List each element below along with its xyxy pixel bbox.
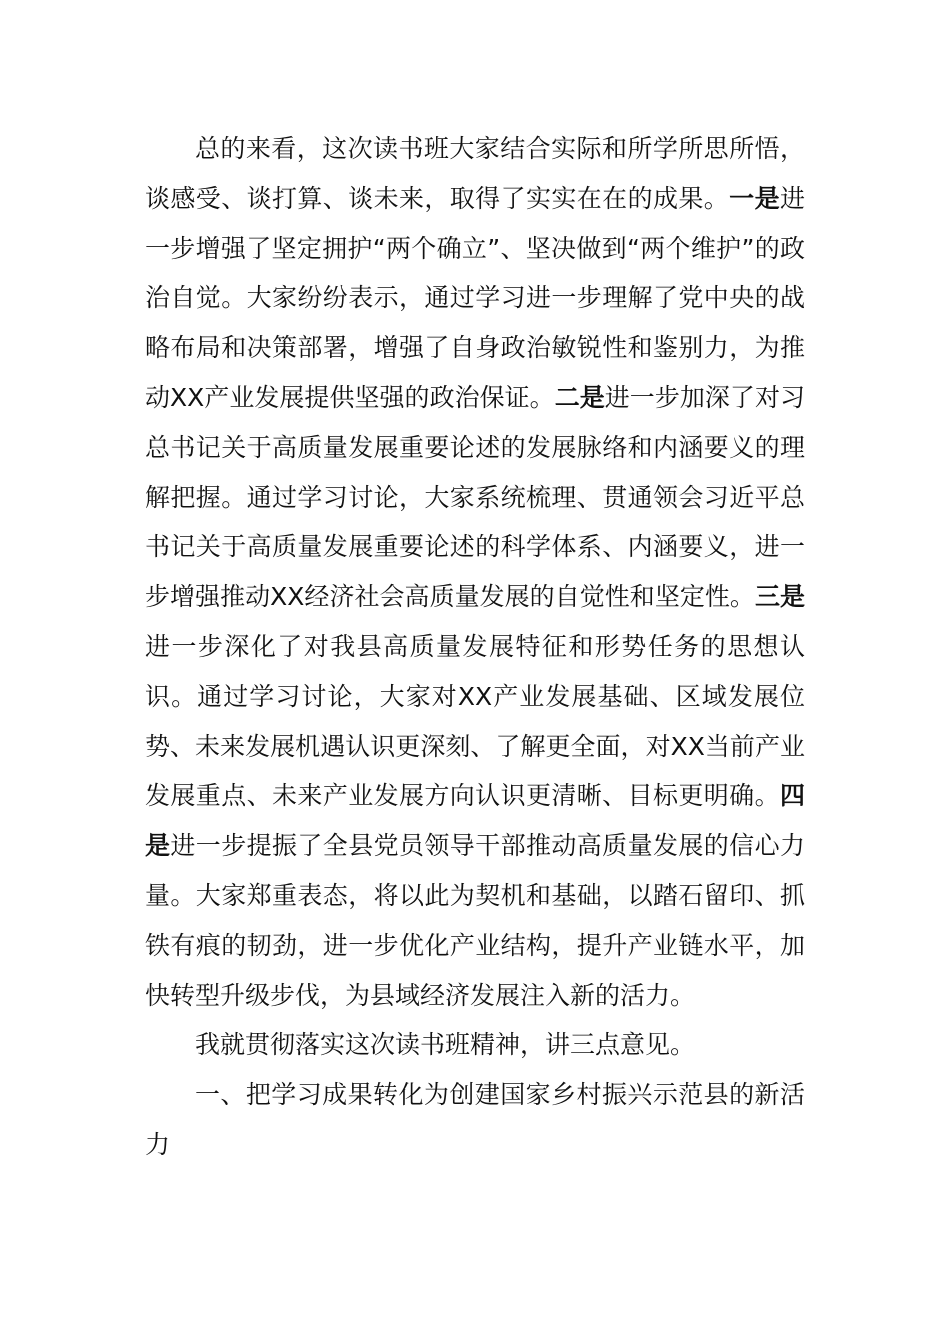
section-heading-1: 一、把学习成果转化为创建国家乡村振兴示范县的新活力 [145, 1080, 805, 1159]
point-3-keyword: 三是 [754, 582, 805, 612]
point-1-text: 进一步增强了坚定拥护“两个确立”、坚决做到“两个维护”的政治自觉。大家纷纷表示，通过学习进一步理解了党中央的战略布局和决策部署，增强了自身政治敏锐性和鉴别力，为推动XX产业发展提供坚强的政治保证。 [145, 183, 805, 412]
document-body [145, 124, 805, 1170]
summary-intro-text: 总的来看，这次读书班大家结合实际和所学所思所悟，谈感受、谈打算、谈未来，取得了实实在在的成果。 [145, 134, 805, 213]
point-3-text: 进一步深化了对我县高质量发展特征和形势任务的思想认识。通过学习讨论，大家对XX产业发展基础、区域发展位势、未来发展机遇认识更深刻、了解更全面，对XX当前产业发展重点、未来产业发展方向认识更清晰、目标更明确。 [145, 631, 805, 811]
transition-paragraph: 我就贯彻落实这次读书班精神，讲三点意见。 [195, 1030, 696, 1060]
point-4-text: 进一步提振了全县党员领导干部推动高质量发展的信心力量。大家郑重表态，将以此为契机和基础，以踏石留印、抓铁有痕的韧劲，进一步优化产业结构，提升产业链水平，加快转型升级步伐，为县域经济发展注入新的活力。 [145, 831, 805, 1010]
summary-paragraph [145, 124, 805, 1020]
point-2-keyword: 二是 [554, 382, 605, 412]
point-1-keyword: 一是 [729, 183, 780, 213]
point-4-keyword: 四是 [145, 781, 805, 861]
point-2-text: 进一步加深了对习总书记关于高质量发展重要论述的发展脉络和内涵要义的理解把握。通过学习讨论，大家系统梳理、贯通领会习近平总书记关于高质量发展重要论述的科学体系、内涵要义，进一步增强推动XX经济社会高质量发展的自觉性和坚定性。 [145, 382, 805, 612]
